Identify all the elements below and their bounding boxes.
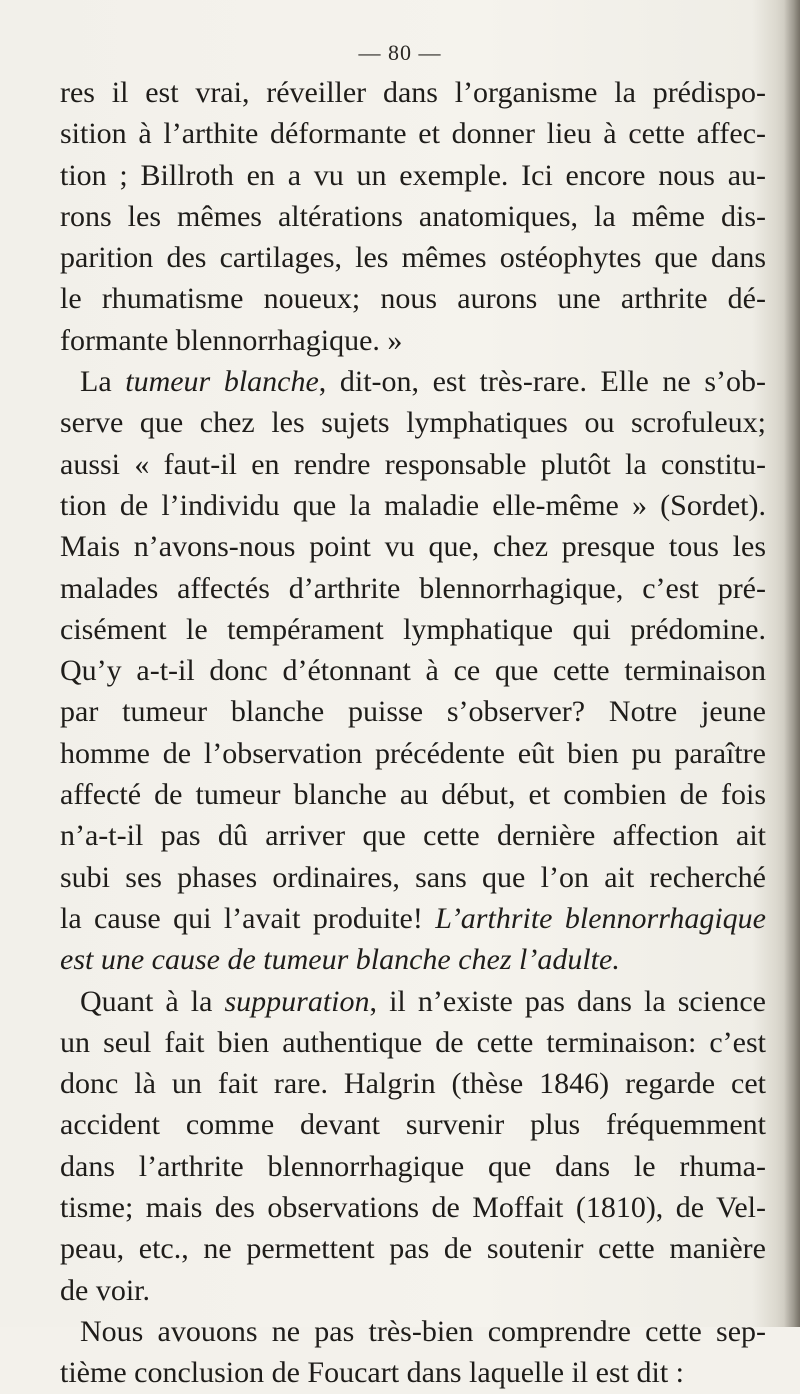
text-line	[60, 691, 766, 732]
text-segment: , il n’existe pas dans la science	[369, 984, 766, 1018]
text-segment: Quant à la	[80, 984, 225, 1018]
text-segment: Qu’y a-t-il donc d’étonnant à ce que cette terminaison	[60, 654, 766, 688]
italic-text-segment: est une cause de tumeur blanche chez l’adulte.	[60, 943, 620, 977]
text-segment: par tumeur blanche puisse s’observer? Notre jeune	[60, 695, 766, 729]
text-line	[60, 1104, 766, 1145]
text-line	[60, 568, 766, 609]
text-line	[60, 526, 766, 567]
text-segment: cisément le tempérament lymphatique qui prédomine.	[60, 612, 766, 646]
text-segment: sition à l’arthite déformante et donner lieu à cette affec-	[60, 117, 766, 151]
text-line	[60, 609, 766, 650]
text-segment: dans l’arthrite blennorrhagique que dans le rhuma-	[60, 1149, 766, 1183]
page-spine-shadow	[784, 0, 800, 1327]
text-segment: peau, etc., ne permettent pas de soutenir cette manière	[60, 1232, 766, 1266]
text-line	[60, 278, 766, 319]
text-line	[60, 196, 766, 237]
text-line	[60, 1146, 766, 1187]
text-segment: rons les mêmes altérations anatomiques, la même dis-	[60, 199, 766, 233]
text-line	[60, 857, 766, 898]
text-segment: tième conclusion de Foucart dans laquelle il est dit :	[60, 1356, 685, 1390]
text-line	[60, 320, 766, 361]
italic-text-segment: tumeur blanche	[125, 365, 319, 399]
text-line	[60, 361, 766, 402]
text-line	[60, 1022, 766, 1063]
text-line	[60, 650, 766, 691]
text-segment: La	[80, 365, 126, 399]
text-segment: tion ; Billroth en a vu un exemple. Ici encore nous au-	[60, 158, 766, 192]
text-line	[60, 1352, 766, 1393]
italic-text-segment: suppuration	[224, 984, 370, 1018]
text-line	[60, 1311, 766, 1352]
text-line	[60, 898, 766, 939]
text-line	[60, 815, 766, 856]
text-segment: res il est vrai, réveiller dans l’organisme la prédispo-	[60, 76, 766, 109]
text-line	[60, 1228, 766, 1269]
text-line	[60, 485, 766, 526]
body-text	[60, 72, 766, 1394]
text-segment: donc là un fait rare. Halgrin (thèse 1846) regarde cet	[60, 1067, 766, 1101]
text-segment: le rhumatisme noueux; nous aurons une arthrite dé-	[60, 282, 766, 316]
text-line	[60, 237, 766, 278]
text-segment: Nous avouons ne pas très-bien comprendre cette sep-	[80, 1314, 766, 1348]
text-line	[60, 72, 766, 113]
text-line	[60, 1270, 766, 1311]
text-segment: serve que chez les sujets lymphatiques ou scrofuleux;	[60, 406, 766, 440]
text-line	[60, 774, 766, 815]
text-segment: la cause qui l’avait produite!	[60, 901, 436, 935]
text-line	[60, 1063, 766, 1104]
text-segment: n’a-t-il pas dû arriver que cette dernière affection ait	[60, 819, 766, 853]
text-segment: accident comme devant survenir plus fréquemment	[60, 1108, 766, 1142]
text-segment: tisme; mais des observations de Moffait (1810), de Vel-	[60, 1191, 766, 1225]
text-segment: formante blennorrhagique. »	[60, 323, 403, 357]
text-line	[60, 402, 766, 443]
text-segment: tion de l’individu que la maladie elle-même » (Sordet).	[60, 488, 766, 522]
text-segment: subi ses phases ordinaires, sans que l’on ait recherché	[60, 860, 766, 894]
text-segment: affecté de tumeur blanche au début, et combien de fois	[60, 778, 766, 812]
text-line	[60, 113, 766, 154]
text-segment: parition des cartilages, les mêmes ostéophytes que dans	[60, 241, 766, 275]
text-line	[60, 939, 766, 980]
text-line	[60, 444, 766, 485]
text-line	[60, 1187, 766, 1228]
text-segment: homme de l’observation précédente eût bien pu paraître	[60, 736, 766, 770]
text-line	[60, 155, 766, 196]
text-segment: Mais n’avons-nous point vu que, chez presque tous les	[60, 530, 766, 564]
italic-text-segment: L’arthrite blennorrhagique	[435, 901, 766, 935]
text-segment: malades affectés d’arthrite blennorrhagique, c’est pré-	[60, 571, 766, 605]
text-line	[60, 733, 766, 774]
text-segment: de voir.	[60, 1273, 150, 1307]
text-line	[60, 981, 766, 1022]
page-number: — 80 —	[358, 40, 442, 65]
text-segment: un seul fait bien authentique de cette terminaison: c’est	[60, 1025, 766, 1059]
text-segment: , dit-on, est très-rare. Elle ne s’ob-	[318, 365, 766, 399]
text-segment: aussi « faut-il en rendre responsable plutôt la constitu-	[60, 447, 766, 481]
